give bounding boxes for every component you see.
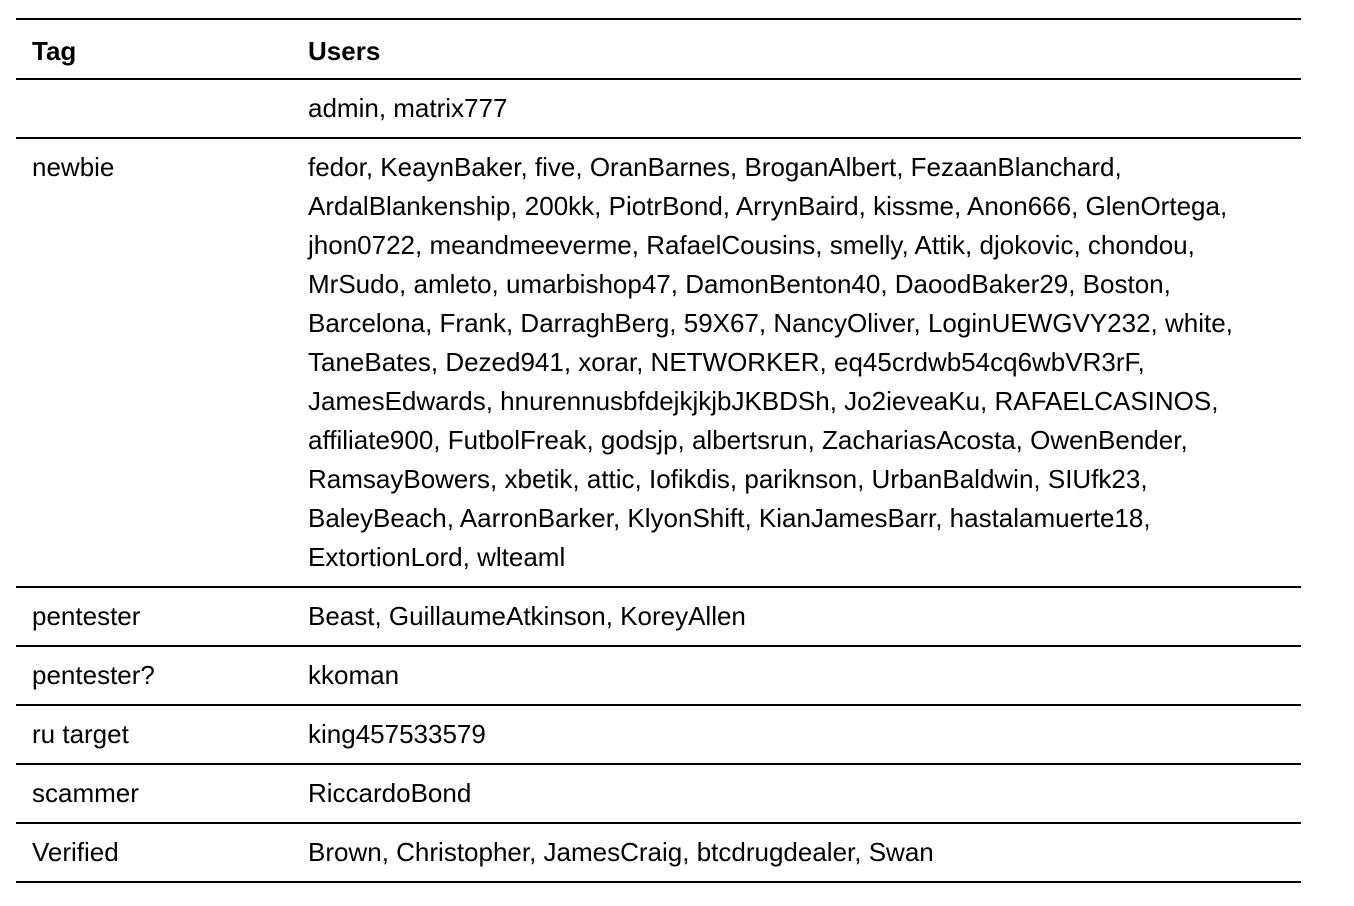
users-cell: Brown, Christopher, JamesCraig, btcdrugdealer, Swan — [308, 837, 934, 867]
table-row — [16, 138, 1301, 587]
tag-users-table — [16, 18, 1301, 883]
tag-cell: newbie — [32, 152, 115, 182]
table-row — [16, 705, 1301, 764]
table-row — [16, 764, 1301, 823]
users-cell: kkoman — [308, 660, 400, 690]
table-row — [16, 587, 1301, 646]
table-row — [16, 823, 1301, 882]
users-cell: Beast, GuillaumeAtkinson, KoreyAllen — [308, 601, 746, 631]
table-body — [16, 79, 1301, 882]
table-row — [16, 79, 1301, 138]
header-tag: Tag — [32, 36, 77, 66]
users-cell: admin, matrix777 — [308, 93, 508, 123]
users-cell: fedor, KeaynBaker, five, OranBarnes, BroganAlbert, FezaanBlanchard, ArdalBlankenship, 200kk, PiotrBond, ArrynBaird, kissme, Anon666, GlenOrtega, jhon0722, meandmeeverme, RafaelCousins, smelly, Attik, djokovic, chondou, MrSudo, amleto, umarbishop47, DamonBenton40, DaoodBaker29, Boston, Barcelona, Frank, DarraghBerg, 59X67, NancyOliver, LoginUEWGVY232, white, TaneBates, Dezed941, xorar, NETWORKER, eq45crdwb54cq6wbVR3rF, JamesEdwards, hnurennusbfdejkjkjbJKBDSh, Jo2ieveaKu, RAFAELCASINOS, affiliate900, FutbolFreak, godsjp, albertsrun, ZachariasAcosta, OwenBender, RamsayBowers, xbetik, attic, Iofikdis, pariknson, UrbanBaldwin, SIUfk23, BaleyBeach, AarronBarker, KlyonShift, KianJamesBarr, hastalamuerte18, ExtortionLord, wlteaml — [308, 152, 1233, 572]
table-row — [16, 646, 1301, 705]
tag-cell: scammer — [32, 778, 139, 808]
header-row — [16, 19, 1301, 79]
header-users: Users — [308, 36, 381, 66]
tag-cell: pentester — [32, 601, 141, 631]
table-header — [16, 19, 1301, 79]
users-cell: RiccardoBond — [308, 778, 472, 808]
users-cell: king457533579 — [308, 719, 486, 749]
tag-cell: ru target — [32, 719, 129, 749]
tag-cell: Verified — [32, 837, 119, 867]
tag-cell: pentester? — [32, 660, 155, 690]
tag-cell — [16, 79, 308, 138]
